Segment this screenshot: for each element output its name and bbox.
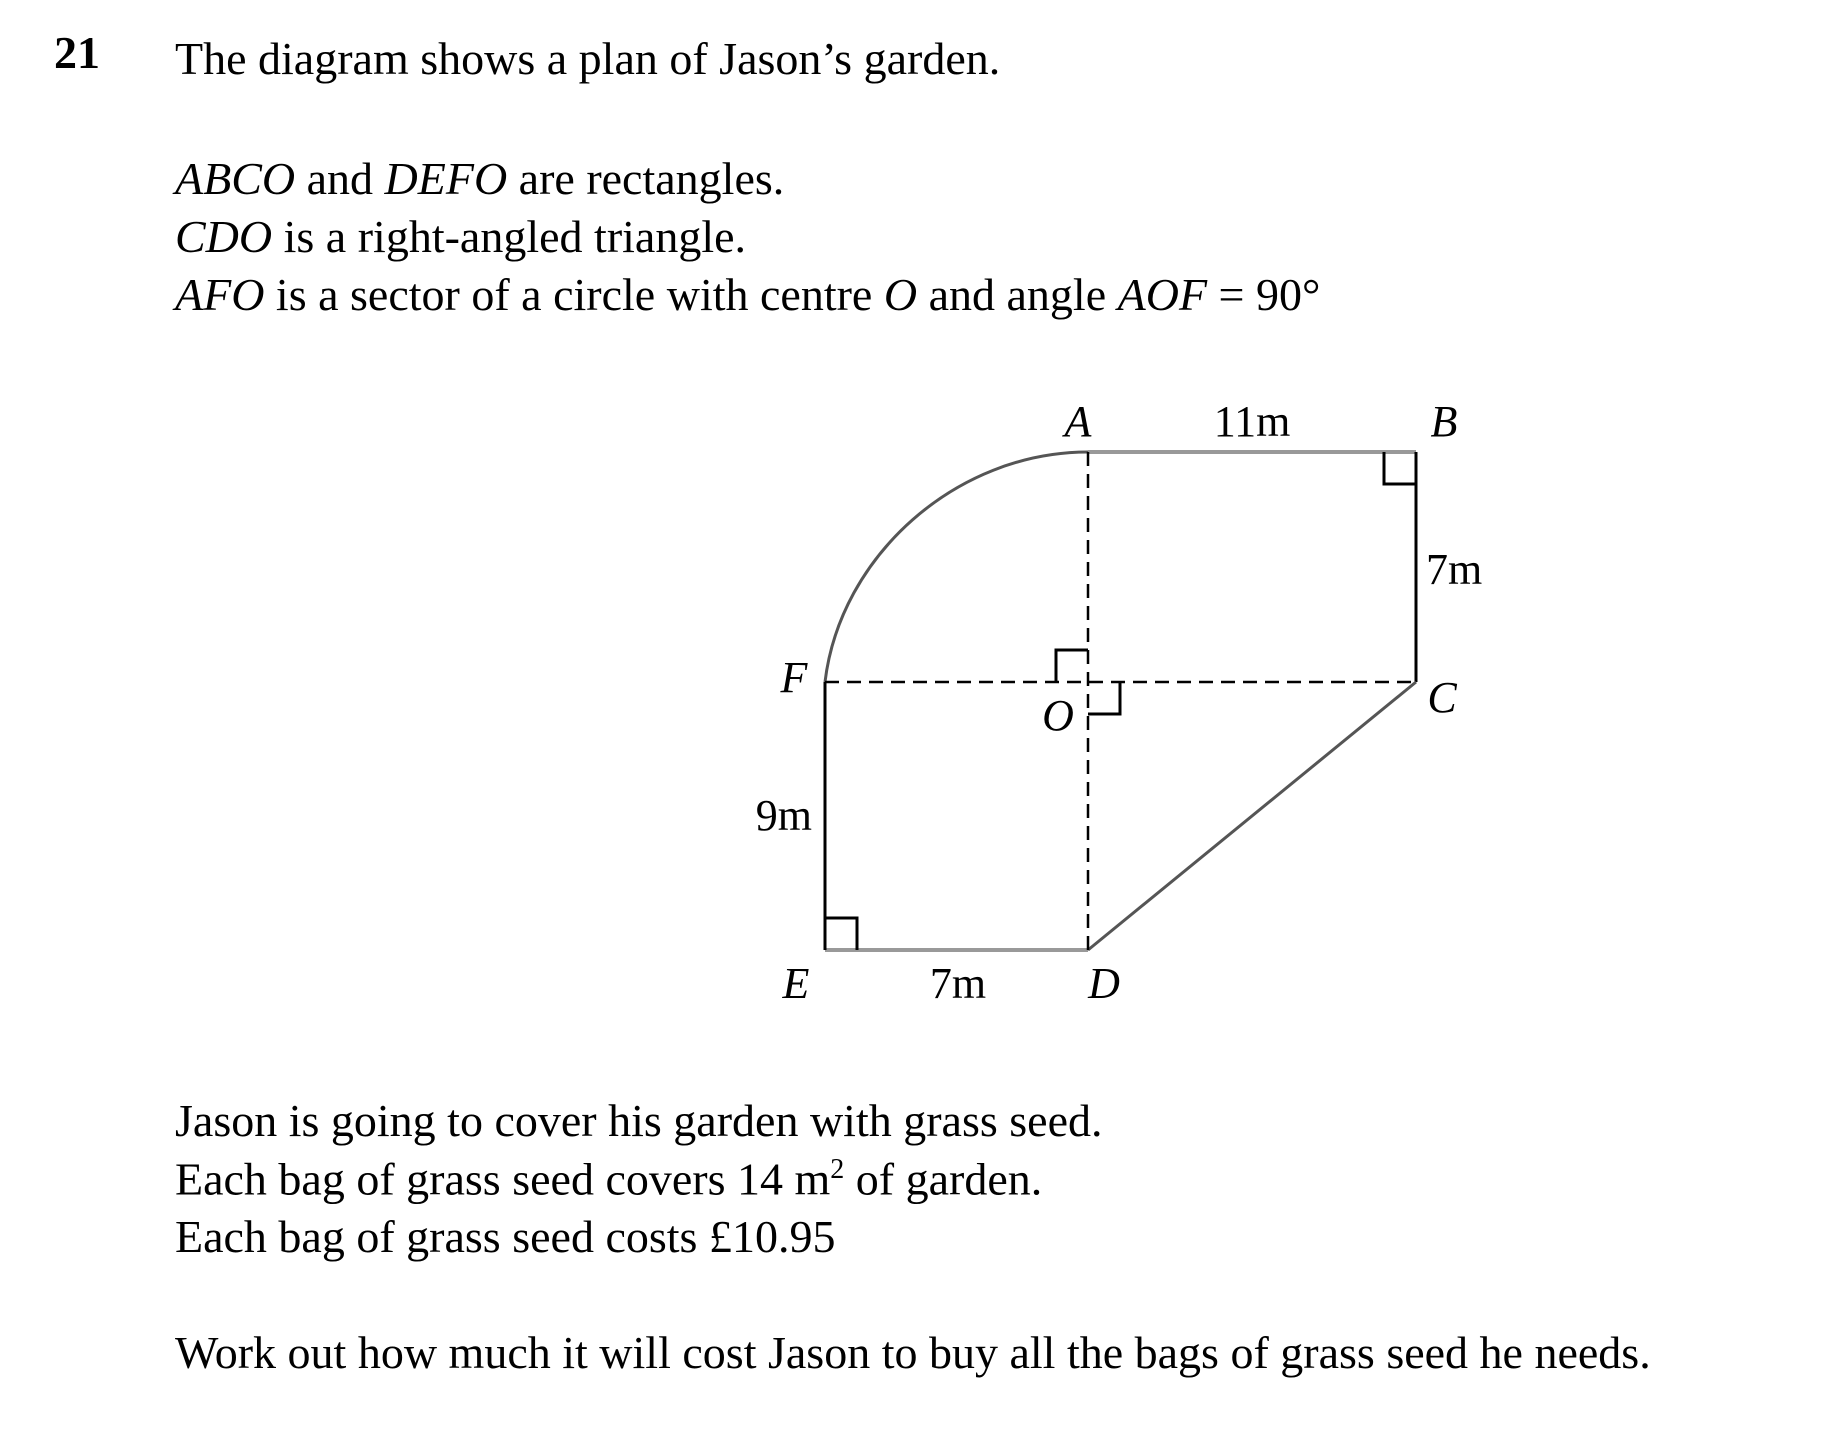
fact-2-part-5: = 90° [1207,269,1321,320]
label-point-a: A [1064,397,1092,446]
question-intro: The diagram shows a plan of Jason’s garden. [175,33,1001,84]
info-bag-cost: Each bag of grass seed costs £10.95 [175,1211,836,1262]
fact-1-part-0: CDO [175,211,273,262]
fact-0-part-0: ABCO [175,153,296,204]
info-coverage-intent: Jason is going to cover his garden with grass seed. [175,1095,1103,1146]
label-point-e: E [782,959,810,1008]
right-angle-marker-e [825,918,857,950]
right-angle-marker-o-lower [1088,682,1120,714]
fact-0-part-3: are rectangles. [507,153,785,204]
info-bag-coverage-text: Each bag of grass seed covers 14 m [175,1153,831,1205]
question-number: 21 [54,27,100,78]
right-angle-marker-b [1384,452,1416,484]
edge-cd [1088,682,1416,950]
right-angle-marker-o-upper [1056,650,1088,682]
fact-1-part-1: is a right-angled triangle. [272,211,747,262]
fact-2-part-0: AFO [175,269,265,320]
fact-2-part-1: is a sector of a circle with centre [264,269,884,320]
info-bag-coverage-superscript: 2 [830,1154,845,1185]
label-point-d: D [1088,959,1120,1008]
label-length-ef: 9m [755,791,812,840]
question-task: Work out how much it will cost Jason to buy all the bags of grass seed he needs. [175,1327,1651,1378]
label-point-f: F [780,653,808,702]
label-length-ab: 11m [1213,397,1291,446]
info-bag-coverage-text-end: of garden. [844,1153,1043,1205]
label-point-b: B [1430,397,1458,446]
info-bag-coverage [175,1153,1043,1205]
fact-0-part-1: and [295,153,385,204]
fact-2-part-2: O [883,269,918,320]
label-length-bc: 7m [1426,545,1483,594]
fact-2-part-4: AOF [1117,269,1208,320]
label-length-ed: 7m [929,959,987,1008]
label-point-c: C [1427,673,1457,722]
sector-arc-af [825,452,1088,682]
fact-0-part-2: DEFO [384,153,508,204]
label-point-o: O [1042,691,1074,740]
fact-2-part-3: and angle [917,269,1118,320]
